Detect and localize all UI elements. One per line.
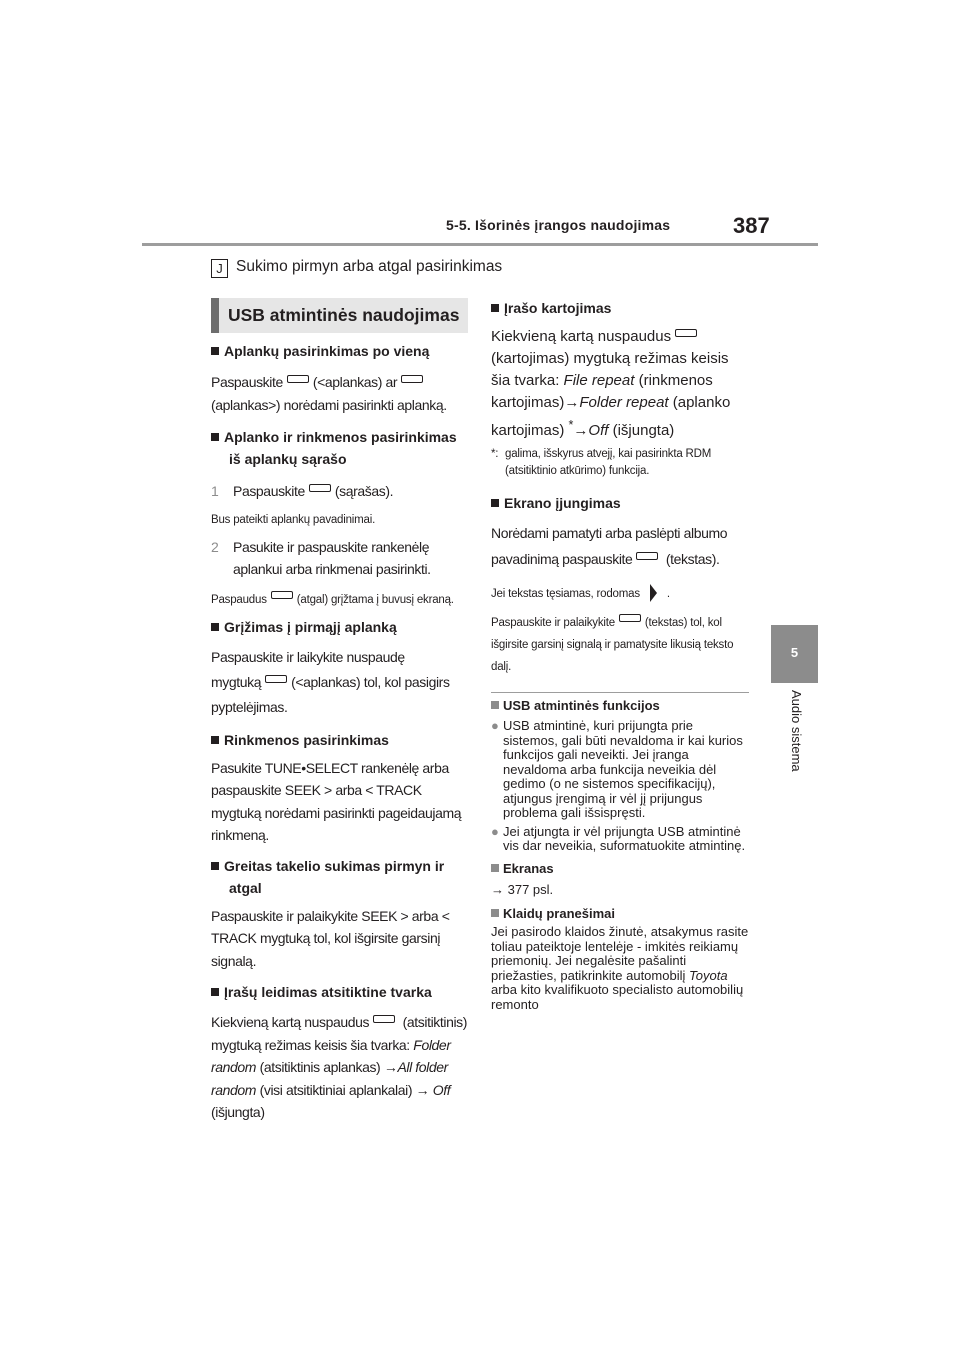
button-icon xyxy=(271,591,293,599)
paragraph-folder-select: Paspauskite (<aplankas) ar (aplankas>) norėdami pasirinkti aplanką. xyxy=(211,374,447,413)
heading-repeat: Įrašo kartojimas xyxy=(491,297,749,319)
arrow-icon: → xyxy=(564,394,580,411)
left-column xyxy=(211,340,469,1124)
square-bullet-icon xyxy=(491,701,499,709)
heading-folder-list: Aplanko ir rinkmenos pasirinkimas iš aplankų sąrašo xyxy=(211,426,469,470)
square-bullet-icon xyxy=(211,433,219,441)
note-text-continues: Jei tekstas tęsiamas, rodomas . xyxy=(491,584,749,602)
button-icon xyxy=(401,375,423,383)
button-icon xyxy=(287,375,309,383)
button-icon xyxy=(373,1015,395,1023)
arrow-icon: → xyxy=(383,1059,398,1075)
paragraph-repeat: Kiekvieną kartą nuspaudus (kartojimas) mygtuką režimas keisis šia tvarka: File repeat (rinkmenos kartojimas)→Folder repeat (aplanko kartojimas) *→Off (išjungta) xyxy=(491,328,731,439)
square-bullet-icon xyxy=(211,623,219,631)
heading-folder-select: Aplankų pasirinkimas po vieną xyxy=(211,340,469,362)
square-bullet-icon xyxy=(211,347,219,355)
usb-section-heading xyxy=(211,298,468,333)
button-icon xyxy=(265,675,287,683)
button-icon xyxy=(309,484,331,492)
note-heading-usb-functions: USB atmintinės funkcijos xyxy=(491,697,749,715)
bullet-usb-1: ● USB atmintinė, kuri prijungta prie sistemos, gali būti nevaldoma ir kai kurios funkcijos gali neveikti. Jei įranga nevaldoma arba funkcija neveikia dėl gedimo (o ne sistemos specifikacijų), atjungus įrengimą ir vėl jį prijungus problema gali išsispręsti. xyxy=(491,718,743,820)
chapter-label: Audio sistema xyxy=(789,690,804,772)
paragraph-fast-seek: Paspauskite ir palaikykite SEEK > arba < TRACK mygtuką tol, kol išgirsite garsinį signalą. xyxy=(211,907,450,969)
note-heading-screen: Ekranas xyxy=(491,860,749,878)
letter-box: J xyxy=(211,259,228,278)
bullet-usb-2: ● Jei atjungta ir vėl prijungta USB atmintinė vis dar neveikia, suformatuokite atmintinę. xyxy=(491,823,746,853)
chapter-tab: 5 xyxy=(771,625,818,683)
square-bullet-icon xyxy=(211,988,219,996)
heading-random: Įrašų leidimas atsitiktine tvarka xyxy=(211,981,469,1003)
paragraph-first-folder: Paspauskite ir laikykite nuspaudę mygtuką (<aplankas) tol, kol pasigirs pyptelėjimas. xyxy=(211,648,450,715)
button-icon xyxy=(675,329,697,337)
page-number: 387 xyxy=(733,213,770,238)
subitem-text: Sukimo pirmyn arba atgal pasirinkimas xyxy=(236,258,503,275)
paragraph-file-select: Pasukite TUNE•SELECT rankenėlę arba paspauskite SEEK > arba < TRACK mygtuką norėdami pasirinkti pageidaujamą rinkmeną. xyxy=(211,759,462,843)
notes-divider xyxy=(491,692,749,693)
note-errors-text: Jei pasirodo klaidos žinutė, atsakymus rasite toliau pateiktoje lentelėje - imkitės reikiamų priemonių. Jei negalėsite pašalinti priežasties, patikrinkite automobilį Toyota arba kito kvalifikuoto specialisto automobilių remonto xyxy=(491,924,749,1012)
heading-fast-seek: Greitas takelio sukimas pirmyn ir atgal xyxy=(211,855,469,899)
square-bullet-icon xyxy=(211,862,219,870)
note-heading-errors: Klaidų pranešimai xyxy=(491,905,749,923)
circle-bullet-icon: ● xyxy=(491,823,499,839)
heading-display: Ekrano įjungimas xyxy=(491,492,749,514)
paragraph-display: Norėdami pamatyti arba paslėpti albumo pavadinimą paspauskite (tekstas). xyxy=(491,525,728,567)
square-bullet-icon xyxy=(491,499,499,507)
usb-section-title: USB atmintinės naudojimas xyxy=(228,305,460,325)
header-rule xyxy=(142,243,818,246)
play-arrow-icon xyxy=(650,584,657,602)
subitem-line xyxy=(211,258,502,278)
square-bullet-icon xyxy=(491,864,499,872)
square-bullet-icon xyxy=(211,736,219,744)
step-2: 2 Pasukite ir paspauskite rankenėlę aplankui arba rinkmenai pasirinkti. xyxy=(211,538,431,577)
step-1: 1 Paspauskite (sąrašas). xyxy=(211,483,394,499)
footnote: *: galima, išskyrus atvejį, kai pasirinkta RDM (atsitiktinio atkūrimo) funkcija. xyxy=(491,448,712,477)
note-folder-names: Bus pateikti aplankų pavadinimai. xyxy=(211,513,376,526)
arrow-icon: → xyxy=(415,1081,430,1098)
button-icon xyxy=(636,552,658,560)
arrow-icon: → xyxy=(573,422,589,439)
right-column xyxy=(491,297,749,1012)
note-back: Paspaudus (atgal) grįžtama į buvusį ekraną. xyxy=(211,591,469,608)
heading-first-folder: Grįžimas į pirmąjį aplanką xyxy=(211,616,469,638)
note-hold-text: Paspauskite ir palaikykite (tekstas) tol, kol išgirsite garsinį signalą ir pamatysite likusią teksto dalį. xyxy=(491,612,749,678)
button-icon xyxy=(619,614,641,622)
section-title: 5-5. Išorinės įrangos naudojimas xyxy=(446,217,671,233)
arrow-icon: → xyxy=(491,881,504,897)
circle-bullet-icon: ● xyxy=(491,718,499,733)
note-screen-ref: → 377 psl. xyxy=(491,881,554,897)
paragraph-random: Kiekvieną kartą nuspaudus (atsitiktinis) mygtuką režimas keisis šia tvarka: Folder random (atsitiktinis aplankas) →All folder random (visi atsitiktiniai aplankalai) → Off (išjungta) xyxy=(211,1014,468,1120)
heading-file-select: Rinkmenos pasirinkimas xyxy=(211,729,469,751)
square-bullet-icon xyxy=(491,909,499,917)
square-bullet-icon xyxy=(491,304,499,312)
